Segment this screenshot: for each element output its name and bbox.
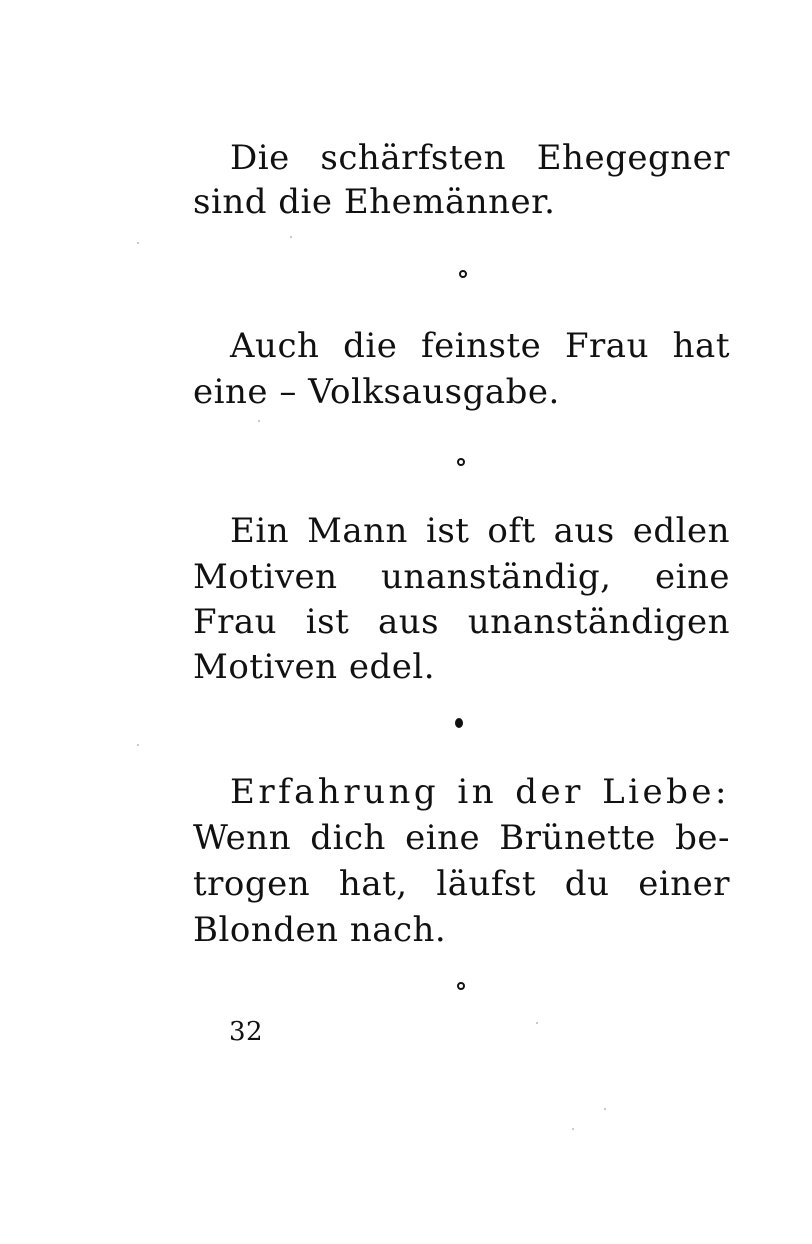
aphorism-3-line-3: Frau ist aus unanständigen <box>193 602 730 642</box>
separator-circle-1 <box>459 270 467 278</box>
scan-speck <box>604 1108 606 1110</box>
aphorism-2-line-1: Auch die feinste Frau hat <box>230 326 730 366</box>
separator-circle-2 <box>457 458 465 466</box>
aphorism-2-line-2: eine – Volksausgabe. <box>193 372 560 412</box>
aphorism-3-line-1: Ein Mann ist oft aus edlen <box>230 511 730 551</box>
aphorism-3-line-2: Motiven unanständig, eine <box>193 557 730 597</box>
page-number: 32 <box>229 1017 264 1047</box>
aphorism-4-line-4: Blonden nach. <box>193 910 447 950</box>
scan-speck <box>137 744 139 746</box>
aphorism-3-line-4: Motiven edel. <box>193 647 436 687</box>
aphorism-4-line-1: Erfahrung in der Liebe: <box>230 772 730 812</box>
aphorism-1-line-1: Die schärfsten Ehegegner <box>230 138 730 178</box>
scan-speck <box>572 1128 574 1130</box>
scan-speck <box>137 242 139 244</box>
scan-speck <box>290 236 292 238</box>
aphorism-4-line-3: trogen hat, läufst du einer <box>193 864 730 904</box>
aphorism-1-line-2: sind die Ehemänner. <box>193 182 556 222</box>
separator-dot-3 <box>455 718 463 728</box>
scan-speck <box>536 1022 538 1024</box>
scan-speck <box>258 420 260 422</box>
separator-circle-4 <box>457 982 465 990</box>
aphorism-4-line-2: Wenn dich eine Brünette be- <box>193 818 730 858</box>
